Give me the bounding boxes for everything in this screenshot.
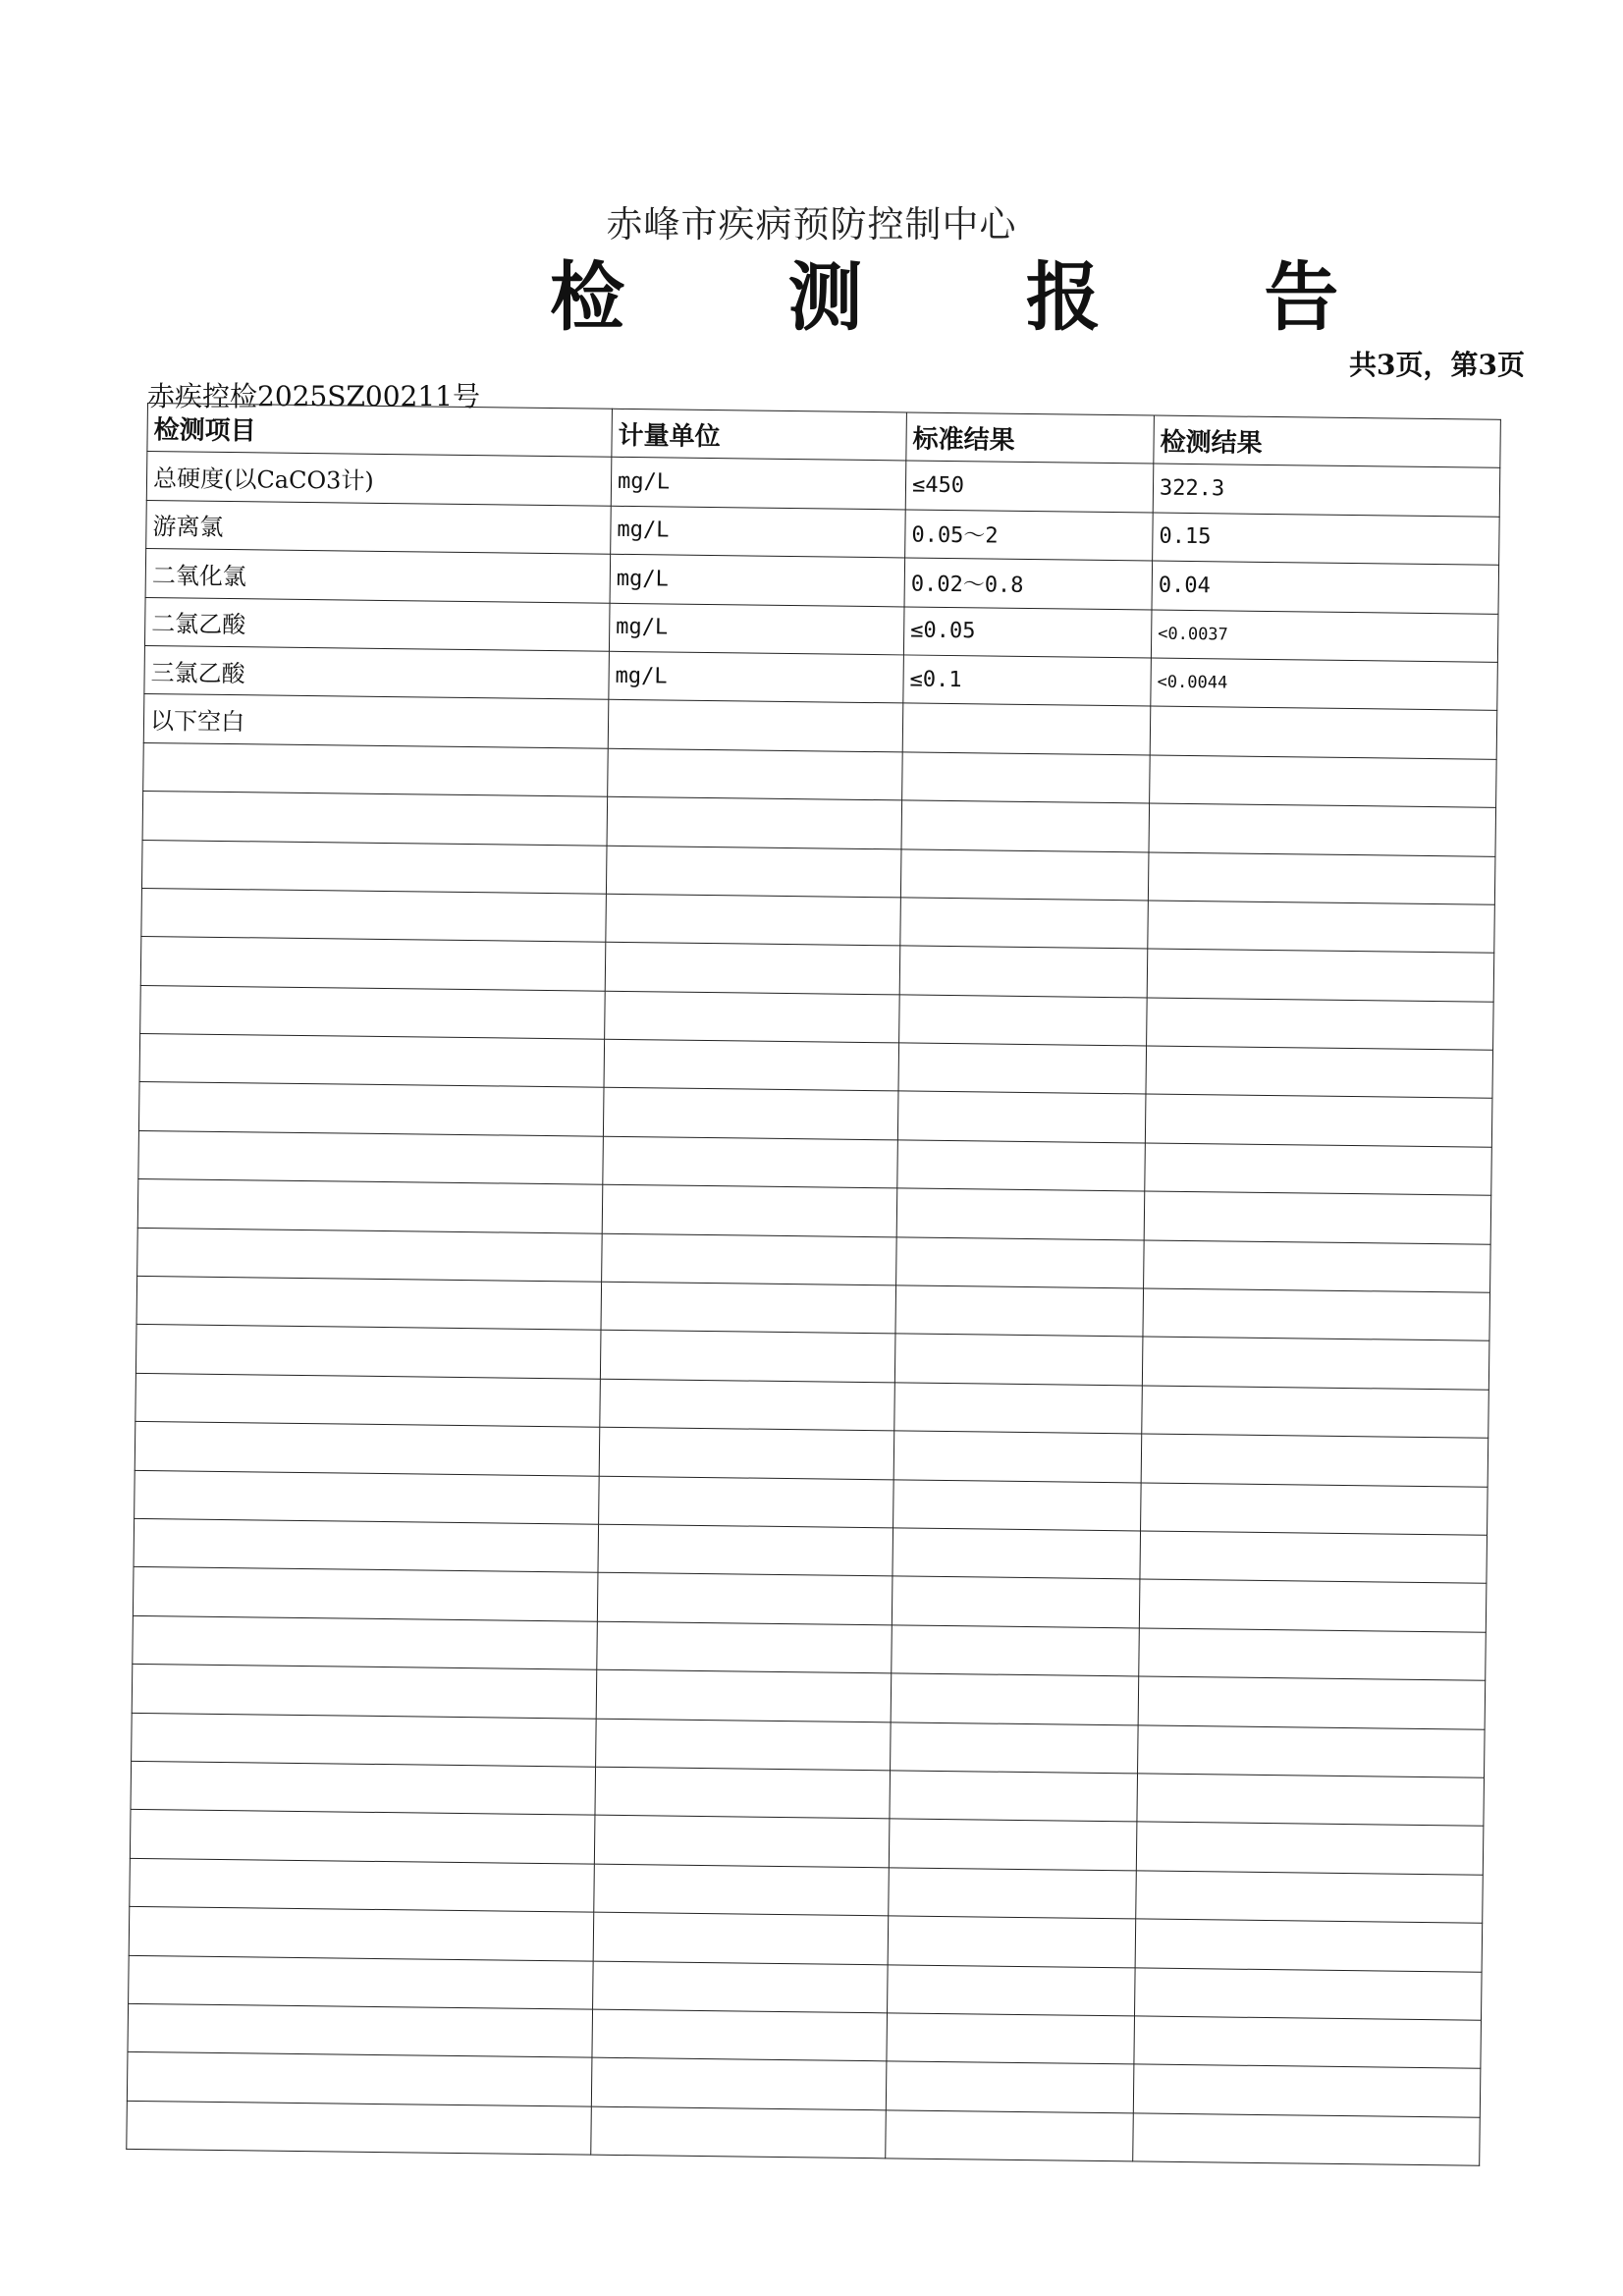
empty-cell [902,752,1151,803]
empty-cell [139,1034,605,1088]
empty-cell [1134,2016,1482,2069]
cell-result: <0.0037 [1151,610,1498,663]
empty-cell [142,792,608,846]
empty-cell [902,703,1151,754]
empty-cell [135,1470,600,1524]
empty-cell [602,1233,897,1285]
empty-cell [143,742,609,796]
cell-standard: ≤0.1 [903,655,1152,706]
empty-cell [599,1427,894,1479]
empty-cell [591,2057,887,2109]
empty-cell [127,2101,592,2155]
empty-cell [603,1136,898,1188]
empty-cell [1133,2064,1481,2117]
empty-cell [1145,1094,1492,1147]
results-table-container [126,403,1499,2148]
cell-standard: 0.05～2 [905,510,1154,561]
empty-cell [608,748,903,800]
empty-cell [1149,803,1496,856]
empty-cell [594,1816,890,1868]
empty-cell [131,1761,596,1815]
empty-cell [602,1184,897,1236]
empty-cell [593,1912,889,1964]
cell-unit: mg/L [609,651,904,703]
empty-cell [130,1858,595,1912]
empty-cell [901,800,1150,851]
empty-cell [129,1955,594,2009]
empty-cell [888,1916,1136,1967]
empty-cell [134,1518,599,1572]
column-header-standard: 标准结果 [906,412,1155,464]
empty-cell [891,1673,1139,1724]
empty-cell [1138,1676,1486,1729]
empty-cell [892,1576,1140,1627]
empty-cell [607,796,902,848]
empty-cell [135,1422,600,1476]
empty-cell [896,1188,1145,1239]
empty-cell [1135,1967,1483,2020]
empty-cell [887,2013,1135,2064]
empty-cell [595,1767,891,1819]
empty-cell [897,1091,1146,1142]
empty-cell [893,1431,1142,1482]
cell-standard: 0.02～0.8 [904,558,1153,609]
page-info: 共3页，第3页 [1349,349,1525,381]
empty-cell [890,1771,1138,1822]
empty-cell [888,1964,1136,2015]
column-header-unit: 计量单位 [612,409,907,461]
column-header-result: 检测结果 [1154,415,1501,468]
organization-name: 赤峰市疾病预防控制中心 [606,203,1017,246]
empty-cell [1144,1240,1491,1293]
empty-cell [1142,1337,1489,1390]
empty-cell [599,1476,894,1528]
empty-cell [132,1713,597,1767]
empty-cell [1139,1628,1487,1681]
empty-cell [1147,949,1494,1002]
empty-cell [886,2061,1134,2112]
report-title: 检 测 报 告 [550,253,1408,341]
empty-cell [899,995,1148,1046]
cell-unit: mg/L [611,458,906,510]
empty-cell [1133,2113,1481,2166]
empty-cell [140,985,606,1039]
empty-cell [606,894,901,946]
empty-cell [128,2003,593,2057]
empty-cell [1141,1434,1488,1487]
empty-cell [1144,1191,1491,1244]
empty-cell [603,1088,898,1140]
cell-result: <0.0044 [1151,658,1498,711]
report-number: 赤疾控检2025SZ00211号 [147,380,480,412]
empty-cell [1146,1046,1493,1099]
empty-cell [593,1961,889,2013]
empty-cell [899,946,1148,997]
empty-cell [133,1567,598,1621]
empty-cell [1145,1143,1492,1196]
empty-cell [1135,1919,1483,1972]
empty-cell [886,2109,1134,2160]
empty-cell [597,1573,893,1625]
empty-cell [597,1621,893,1673]
cell-item: 游离氯 [146,500,612,554]
cell-result: 0.15 [1153,513,1500,566]
empty-cell [1139,1579,1487,1632]
empty-cell [1147,998,1494,1051]
empty-cell [1148,901,1495,954]
empty-cell [138,1082,604,1136]
empty-cell [591,2106,887,2159]
cell-unit: mg/L [609,603,904,655]
empty-cell [132,1665,597,1719]
empty-cell [1150,755,1497,808]
empty-cell [891,1722,1139,1773]
empty-cell [1136,1871,1484,1924]
cell-unit: mg/L [611,506,906,558]
cell-unit: mg/L [610,554,905,606]
empty-cell [592,2009,888,2061]
empty-cell [140,937,606,991]
cell-result: 0.04 [1152,561,1499,614]
empty-cell [897,1140,1146,1191]
empty-cell [135,1373,601,1427]
cell-result: 322.3 [1153,464,1500,517]
empty-cell [892,1625,1140,1676]
empty-cell [608,700,903,752]
empty-cell [889,1868,1137,1919]
cell-standard: ≤0.05 [903,606,1152,657]
empty-cell [141,888,607,942]
empty-cell [600,1331,895,1383]
empty-cell [1148,852,1495,905]
empty-cell [596,1669,892,1722]
empty-cell [896,1237,1145,1288]
empty-cell [136,1276,602,1330]
empty-cell [1143,1288,1490,1341]
empty-cell [894,1383,1143,1434]
cell-standard: ≤450 [905,461,1154,512]
empty-cell [127,2052,592,2106]
empty-cell [600,1379,895,1431]
empty-cell [606,846,901,898]
empty-cell [1138,1724,1486,1777]
empty-cell [605,991,900,1043]
empty-cell [605,943,900,995]
empty-cell [138,1130,604,1184]
empty-cell [1137,1774,1485,1827]
empty-cell [1150,706,1497,759]
empty-cell [895,1285,1144,1337]
empty-cell [141,840,607,894]
empty-cell [893,1479,1142,1530]
empty-cell [893,1528,1141,1579]
empty-cell [601,1282,896,1334]
empty-cell [1136,1822,1484,1875]
empty-cell [898,1043,1147,1094]
empty-cell [133,1615,598,1669]
empty-cell [135,1325,601,1379]
empty-cell [137,1228,603,1282]
empty-cell [596,1719,892,1771]
results-table [126,403,1501,2166]
cell-item: 二氯乙酸 [144,597,610,651]
cell-item: 总硬度(以CaCO3计) [146,452,612,506]
cell-item: 二氧化氯 [145,549,611,603]
empty-cell [1142,1386,1489,1439]
blank-note: 以下空白 [143,694,609,748]
column-header-item: 检测项目 [147,404,613,458]
empty-cell [594,1864,890,1916]
empty-cell [900,848,1149,900]
empty-cell [900,898,1149,949]
empty-cell [129,1907,594,1961]
empty-cell [137,1179,603,1233]
empty-cell [604,1039,899,1091]
empty-cell [130,1810,595,1864]
empty-cell [894,1334,1143,1385]
empty-cell [1141,1483,1488,1536]
empty-cell [889,1819,1137,1870]
cell-item: 三氯乙酸 [144,645,610,699]
empty-cell [598,1524,893,1576]
empty-cell [1140,1531,1488,1584]
